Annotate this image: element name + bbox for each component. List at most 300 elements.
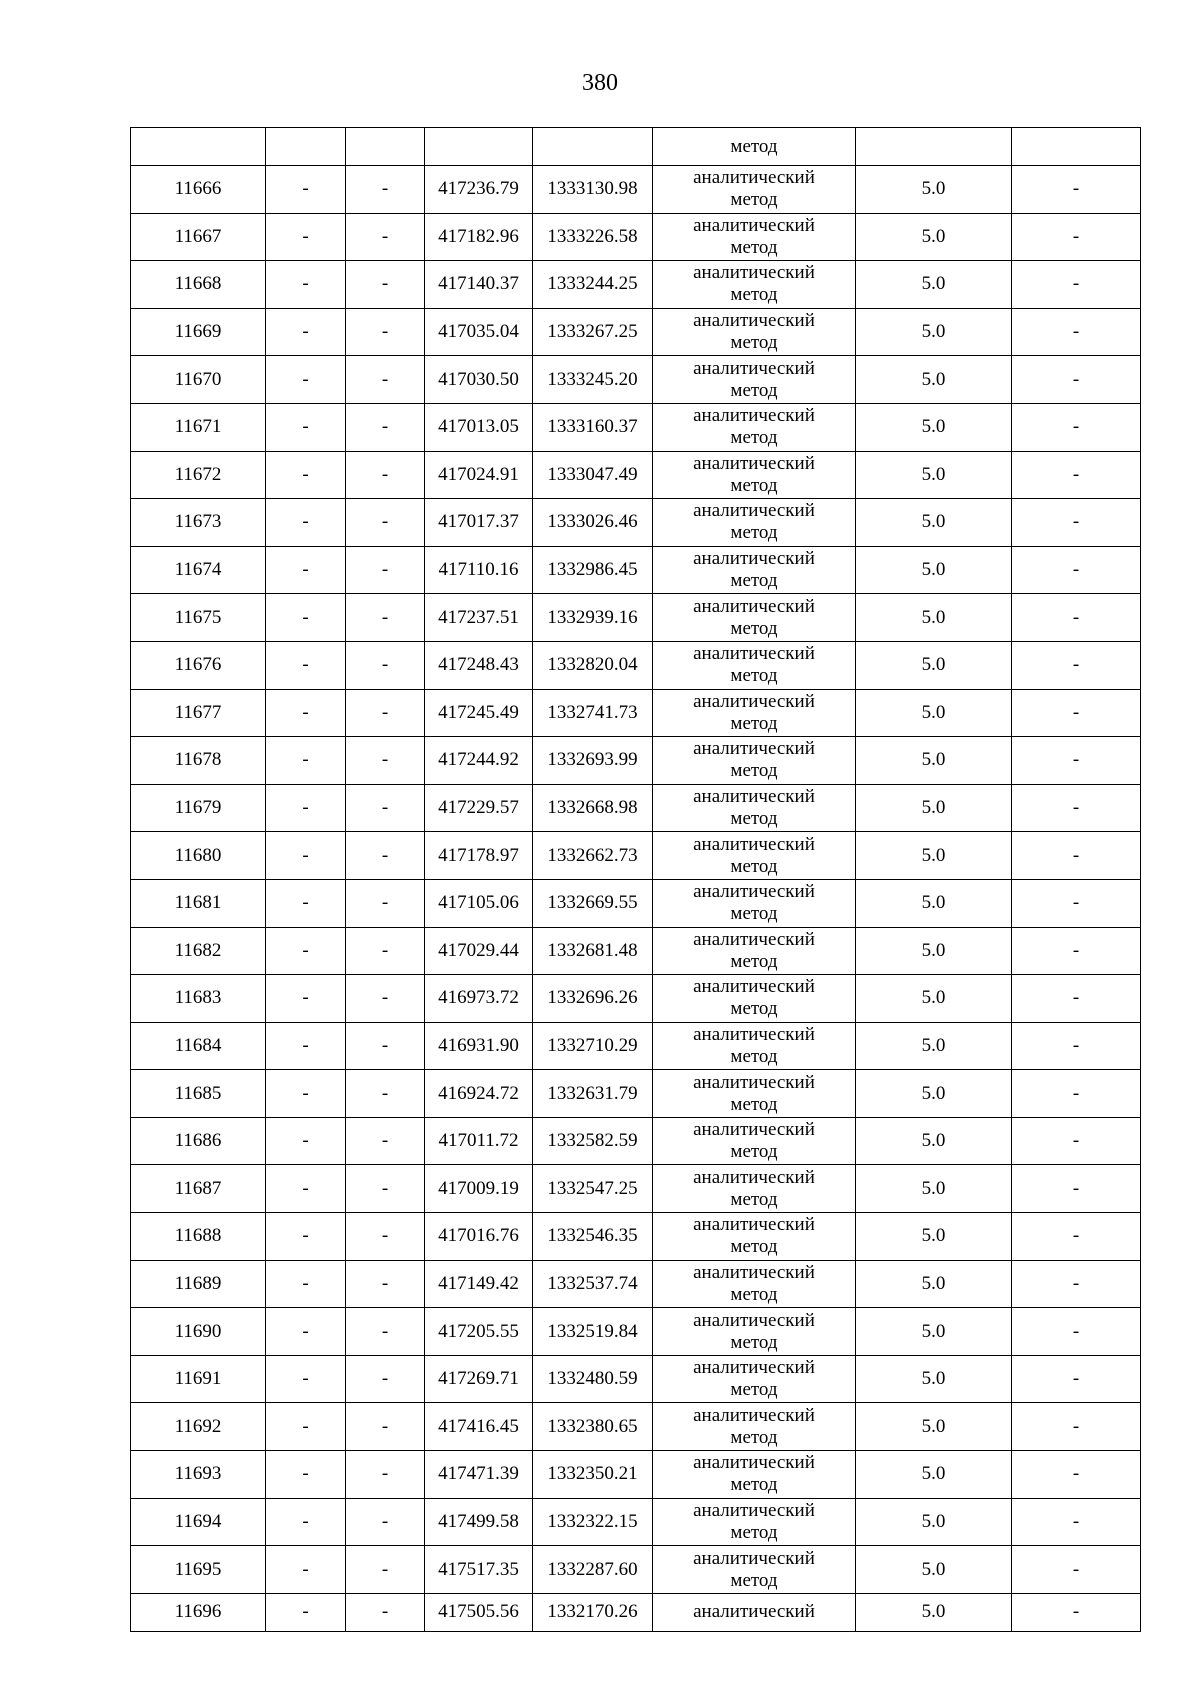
cell-x-coordinate: 417017.37 — [425, 499, 533, 547]
cell-method — [653, 499, 856, 547]
cell-y-coordinate: 1332986.45 — [533, 546, 653, 594]
cell-col3: - — [346, 1498, 425, 1546]
cell-x-coordinate: 417416.45 — [425, 1403, 533, 1451]
table-row — [131, 1070, 1141, 1118]
table-row — [131, 1213, 1141, 1261]
cell-empty — [266, 128, 346, 166]
cell-col8: - — [1012, 1022, 1141, 1070]
cell-col2: - — [266, 1117, 346, 1165]
cell-col2: - — [266, 1451, 346, 1499]
method-line-2: метод — [730, 1426, 778, 1448]
cell-col8: - — [1012, 499, 1141, 547]
cell-col2: - — [266, 737, 346, 785]
method-line-1: аналитический — [693, 167, 815, 189]
cell-x-coordinate: 417244.92 — [425, 737, 533, 785]
cell-method — [653, 451, 856, 499]
cell-x-coordinate: 417178.97 — [425, 832, 533, 880]
cell-method — [653, 546, 856, 594]
table-body — [131, 128, 1141, 1632]
method-line-1: аналитический — [693, 548, 815, 570]
method-line-2: метод — [730, 522, 778, 544]
cell-x-coordinate: 417269.71 — [425, 1355, 533, 1403]
cell-col8: - — [1012, 1117, 1141, 1165]
cell-point-number: 11690 — [131, 1308, 266, 1356]
cell-y-coordinate: 1332546.35 — [533, 1213, 653, 1261]
cell-empty — [346, 128, 425, 166]
cell-empty — [425, 128, 533, 166]
cell-accuracy: 5.0 — [856, 451, 1012, 499]
cell-col8: - — [1012, 1498, 1141, 1546]
cell-col3: - — [346, 1260, 425, 1308]
cell-col2: - — [266, 499, 346, 547]
cell-col2: - — [266, 1355, 346, 1403]
cell-col3: - — [346, 879, 425, 927]
table-row — [131, 1546, 1141, 1594]
method-line-1: аналитический — [693, 1547, 815, 1569]
cell-col3: - — [346, 166, 425, 214]
cell-point-number: 11685 — [131, 1070, 266, 1118]
cell-accuracy: 5.0 — [856, 1451, 1012, 1499]
cell-x-coordinate: 417236.79 — [425, 166, 533, 214]
method-line-1: аналитический — [693, 1071, 815, 1093]
method-line-2: метод — [730, 379, 778, 401]
cell-col2: - — [266, 784, 346, 832]
cell-method — [653, 1546, 856, 1594]
cell-accuracy: 5.0 — [856, 1546, 1012, 1594]
cell-y-coordinate: 1332547.25 — [533, 1165, 653, 1213]
cell-col3: - — [346, 403, 425, 451]
cell-accuracy: 5.0 — [856, 403, 1012, 451]
cell-y-coordinate: 1332741.73 — [533, 689, 653, 737]
cell-col8: - — [1012, 1355, 1141, 1403]
cell-method — [653, 594, 856, 642]
cell-col8: - — [1012, 1165, 1141, 1213]
table-row — [131, 1022, 1141, 1070]
cell-point-number: 11674 — [131, 546, 266, 594]
cell-method — [653, 1355, 856, 1403]
cell-accuracy: 5.0 — [856, 1070, 1012, 1118]
cell-col8: - — [1012, 261, 1141, 309]
method-line-1: аналитический — [693, 833, 815, 855]
method-line-2: метод — [730, 903, 778, 925]
cell-col2: - — [266, 879, 346, 927]
cell-point-number: 11687 — [131, 1165, 266, 1213]
cell-col2: - — [266, 689, 346, 737]
cell-x-coordinate: 417245.49 — [425, 689, 533, 737]
cell-col8: - — [1012, 641, 1141, 689]
cell-point-number: 11677 — [131, 689, 266, 737]
cell-col3: - — [346, 1308, 425, 1356]
cell-point-number: 11689 — [131, 1260, 266, 1308]
table-row — [131, 641, 1141, 689]
cell-y-coordinate: 1332380.65 — [533, 1403, 653, 1451]
cell-col2: - — [266, 1403, 346, 1451]
cell-y-coordinate: 1332710.29 — [533, 1022, 653, 1070]
cell-col8: - — [1012, 166, 1141, 214]
cell-y-coordinate: 1332480.59 — [533, 1355, 653, 1403]
cell-y-coordinate: 1332519.84 — [533, 1308, 653, 1356]
cell-x-coordinate: 417029.44 — [425, 927, 533, 975]
cell-accuracy: 5.0 — [856, 546, 1012, 594]
cell-col2: - — [266, 451, 346, 499]
cell-accuracy: 5.0 — [856, 1260, 1012, 1308]
cell-y-coordinate: 1332287.60 — [533, 1546, 653, 1594]
cell-point-number: 11673 — [131, 499, 266, 547]
method-line-2: метод — [730, 332, 778, 354]
table-row — [131, 784, 1141, 832]
method-line-1: аналитический — [693, 1404, 815, 1426]
method-line-1: аналитический — [693, 1023, 815, 1045]
coordinates-table — [130, 127, 1141, 1632]
cell-point-number: 11692 — [131, 1403, 266, 1451]
cell-y-coordinate: 1332170.26 — [533, 1593, 653, 1631]
cell-x-coordinate: 417505.56 — [425, 1593, 533, 1631]
cell-method — [653, 1213, 856, 1261]
method-line-2: метод — [730, 1283, 778, 1305]
cell-col2: - — [266, 1213, 346, 1261]
cell-accuracy: 5.0 — [856, 1498, 1012, 1546]
cell-point-number: 11670 — [131, 356, 266, 404]
table-row — [131, 594, 1141, 642]
cell-method — [653, 261, 856, 309]
cell-point-number: 11696 — [131, 1593, 266, 1631]
method-line-1: аналитический — [693, 928, 815, 950]
cell-col8: - — [1012, 975, 1141, 1023]
cell-col3: - — [346, 1593, 425, 1631]
method-line-2: метод — [730, 950, 778, 972]
cell-col2: - — [266, 1022, 346, 1070]
cell-point-number: 11675 — [131, 594, 266, 642]
method-line-2: метод — [730, 1093, 778, 1115]
cell-y-coordinate: 1332669.55 — [533, 879, 653, 927]
cell-accuracy: 5.0 — [856, 641, 1012, 689]
table-row — [131, 1260, 1141, 1308]
cell-method — [653, 213, 856, 261]
table-row — [131, 499, 1141, 547]
cell-y-coordinate: 1332696.26 — [533, 975, 653, 1023]
cell-accuracy: 5.0 — [856, 1117, 1012, 1165]
cell-x-coordinate: 417011.72 — [425, 1117, 533, 1165]
cell-method — [653, 1451, 856, 1499]
cell-col2: - — [266, 975, 346, 1023]
cell-col8: - — [1012, 451, 1141, 499]
table-row — [131, 403, 1141, 451]
method-line-1: аналитический — [693, 1214, 815, 1236]
cell-method — [653, 166, 856, 214]
cell-accuracy: 5.0 — [856, 832, 1012, 880]
cell-col3: - — [346, 213, 425, 261]
cell-col3: - — [346, 975, 425, 1023]
cell-accuracy: 5.0 — [856, 689, 1012, 737]
table-row — [131, 1165, 1141, 1213]
method-line-1: аналитический — [693, 881, 815, 903]
cell-y-coordinate: 1333130.98 — [533, 166, 653, 214]
cell-y-coordinate: 1332350.21 — [533, 1451, 653, 1499]
cell-y-coordinate: 1332693.99 — [533, 737, 653, 785]
method-line-2: метод — [730, 1045, 778, 1067]
cell-method: метод — [653, 128, 856, 166]
cell-col3: - — [346, 1117, 425, 1165]
cell-accuracy: 5.0 — [856, 879, 1012, 927]
cell-col2: - — [266, 1165, 346, 1213]
cell-accuracy: 5.0 — [856, 594, 1012, 642]
cell-x-coordinate: 417105.06 — [425, 879, 533, 927]
cell-col8: - — [1012, 1403, 1141, 1451]
cell-method — [653, 832, 856, 880]
cell-point-number: 11669 — [131, 308, 266, 356]
method-line-1: аналитический — [693, 310, 815, 332]
cell-col3: - — [346, 784, 425, 832]
table-row — [131, 213, 1141, 261]
cell-col8: - — [1012, 832, 1141, 880]
method-line-2: метод — [730, 427, 778, 449]
cell-col3: - — [346, 261, 425, 309]
cell-point-number: 11681 — [131, 879, 266, 927]
cell-col8: - — [1012, 1546, 1141, 1594]
cell-accuracy: 5.0 — [856, 499, 1012, 547]
cell-x-coordinate: 417499.58 — [425, 1498, 533, 1546]
cell-accuracy: 5.0 — [856, 1593, 1012, 1631]
cell-col8: - — [1012, 1308, 1141, 1356]
method-line-2: метод — [730, 1379, 778, 1401]
cell-method — [653, 641, 856, 689]
method-line-2: метод — [730, 665, 778, 687]
cell-point-number: 11672 — [131, 451, 266, 499]
cell-point-number: 11679 — [131, 784, 266, 832]
method-line-1: аналитический — [693, 1452, 815, 1474]
cell-y-coordinate: 1333244.25 — [533, 261, 653, 309]
method-line-2: метод — [730, 1188, 778, 1210]
cell-point-number: 11671 — [131, 403, 266, 451]
method-line-1: аналитический — [693, 595, 815, 617]
cell-accuracy: 5.0 — [856, 927, 1012, 975]
cell-x-coordinate: 416973.72 — [425, 975, 533, 1023]
method-line-1: аналитический — [693, 1357, 815, 1379]
cell-col2: - — [266, 356, 346, 404]
method-line-2: метод — [730, 189, 778, 211]
cell-x-coordinate: 417229.57 — [425, 784, 533, 832]
cell-point-number: 11694 — [131, 1498, 266, 1546]
method-line-2: метод — [730, 1236, 778, 1258]
method-line-2: метод — [730, 1474, 778, 1496]
method-line-2: метод — [730, 1331, 778, 1353]
cell-x-coordinate: 417016.76 — [425, 1213, 533, 1261]
table-row — [131, 1355, 1141, 1403]
cell-col3: - — [346, 1403, 425, 1451]
cell-col3: - — [346, 356, 425, 404]
cell-col3: - — [346, 594, 425, 642]
cell-col2: - — [266, 308, 346, 356]
method-line-1: аналитический — [693, 786, 815, 808]
cell-col3: - — [346, 737, 425, 785]
method-line-1: аналитический — [693, 1166, 815, 1188]
cell-x-coordinate: 417035.04 — [425, 308, 533, 356]
method-line-2: метод — [730, 855, 778, 877]
cell-col2: - — [266, 1546, 346, 1594]
cell-method — [653, 1022, 856, 1070]
cell-col8: - — [1012, 308, 1141, 356]
cell-col2: - — [266, 641, 346, 689]
cell-empty — [856, 128, 1012, 166]
method-line-1: аналитический — [693, 1499, 815, 1521]
cell-col3: - — [346, 451, 425, 499]
cell-accuracy: 5.0 — [856, 975, 1012, 1023]
method-line-1: аналитический — [693, 452, 815, 474]
method-line-1: аналитический — [693, 1119, 815, 1141]
method-line-1: аналитический — [693, 738, 815, 760]
cell-point-number: 11683 — [131, 975, 266, 1023]
method-line-2: метод — [730, 284, 778, 306]
cell-accuracy: 5.0 — [856, 1213, 1012, 1261]
cell-y-coordinate: 1332668.98 — [533, 784, 653, 832]
cell-empty — [533, 128, 653, 166]
cell-method — [653, 689, 856, 737]
table-row — [131, 166, 1141, 214]
cell-col8: - — [1012, 784, 1141, 832]
table-row — [131, 1498, 1141, 1546]
cell-col8: - — [1012, 594, 1141, 642]
cell-method — [653, 737, 856, 785]
cell-x-coordinate: 417013.05 — [425, 403, 533, 451]
cell-col3: - — [346, 1022, 425, 1070]
cell-y-coordinate: 1332631.79 — [533, 1070, 653, 1118]
cell-y-coordinate: 1333226.58 — [533, 213, 653, 261]
cell-col2: - — [266, 1498, 346, 1546]
method-line-1: аналитический — [693, 405, 815, 427]
cell-col8: - — [1012, 879, 1141, 927]
cell-accuracy: 5.0 — [856, 213, 1012, 261]
method-line-2: метод — [730, 712, 778, 734]
cell-accuracy: 5.0 — [856, 308, 1012, 356]
table-row — [131, 927, 1141, 975]
cell-col2: - — [266, 1070, 346, 1118]
cell-col8: - — [1012, 1451, 1141, 1499]
method-line-2: метод — [730, 236, 778, 258]
cell-y-coordinate: 1332582.59 — [533, 1117, 653, 1165]
table-row — [131, 308, 1141, 356]
cell-col3: - — [346, 927, 425, 975]
cell-accuracy: 5.0 — [856, 166, 1012, 214]
cell-method — [653, 1593, 856, 1631]
method-line-1: аналитический — [693, 1261, 815, 1283]
cell-y-coordinate: 1333047.49 — [533, 451, 653, 499]
method-line-2: метод — [730, 808, 778, 830]
cell-method — [653, 927, 856, 975]
table-row — [131, 1117, 1141, 1165]
cell-method — [653, 403, 856, 451]
cell-accuracy: 5.0 — [856, 784, 1012, 832]
cell-y-coordinate: 1333160.37 — [533, 403, 653, 451]
cell-method — [653, 1165, 856, 1213]
cell-col8: - — [1012, 213, 1141, 261]
cell-col2: - — [266, 1260, 346, 1308]
method-line-1: аналитический — [693, 357, 815, 379]
cell-col8: - — [1012, 356, 1141, 404]
method-line-1: аналитический — [693, 690, 815, 712]
method-line-2: метод — [730, 998, 778, 1020]
cell-x-coordinate: 417149.42 — [425, 1260, 533, 1308]
cell-point-number: 11666 — [131, 166, 266, 214]
table-row — [131, 1403, 1141, 1451]
cell-col8: - — [1012, 546, 1141, 594]
cell-col2: - — [266, 403, 346, 451]
method-line-1: аналитический — [693, 262, 815, 284]
cell-method — [653, 784, 856, 832]
cell-empty — [1012, 128, 1141, 166]
method-line-2: метод — [730, 570, 778, 592]
cell-x-coordinate: 417030.50 — [425, 356, 533, 404]
cell-col2: - — [266, 166, 346, 214]
method-line-1: аналитический — [693, 500, 815, 522]
cell-y-coordinate: 1332939.16 — [533, 594, 653, 642]
cell-empty — [131, 128, 266, 166]
cell-method — [653, 356, 856, 404]
cell-point-number: 11667 — [131, 213, 266, 261]
cell-col3: - — [346, 1070, 425, 1118]
cell-col2: - — [266, 213, 346, 261]
cell-col3: - — [346, 308, 425, 356]
cell-x-coordinate: 417110.16 — [425, 546, 533, 594]
method-line-2: метод — [730, 617, 778, 639]
method-line-2: метод — [730, 474, 778, 496]
cell-accuracy: 5.0 — [856, 1403, 1012, 1451]
cell-col3: - — [346, 641, 425, 689]
cell-method — [653, 1403, 856, 1451]
cell-col3: - — [346, 1213, 425, 1261]
cell-x-coordinate: 417205.55 — [425, 1308, 533, 1356]
cell-x-coordinate: 417237.51 — [425, 594, 533, 642]
cell-method — [653, 1260, 856, 1308]
cell-y-coordinate: 1333267.25 — [533, 308, 653, 356]
cell-method — [653, 1070, 856, 1118]
table-row — [131, 356, 1141, 404]
cell-method — [653, 1498, 856, 1546]
cell-col2: - — [266, 594, 346, 642]
table-row — [131, 975, 1141, 1023]
table-row — [131, 451, 1141, 499]
cell-col3: - — [346, 546, 425, 594]
cell-col3: - — [346, 1451, 425, 1499]
cell-method — [653, 975, 856, 1023]
cell-col3: - — [346, 1355, 425, 1403]
table-row — [131, 1593, 1141, 1631]
cell-method — [653, 1117, 856, 1165]
cell-accuracy: 5.0 — [856, 1355, 1012, 1403]
cell-y-coordinate: 1332662.73 — [533, 832, 653, 880]
method-line-2: метод — [730, 1569, 778, 1591]
cell-col8: - — [1012, 1070, 1141, 1118]
cell-point-number: 11668 — [131, 261, 266, 309]
cell-accuracy: 5.0 — [856, 737, 1012, 785]
method-line-1: аналитический — [693, 976, 815, 998]
table-row-continued — [131, 128, 1141, 166]
cell-point-number: 11688 — [131, 1213, 266, 1261]
cell-point-number: 11693 — [131, 1451, 266, 1499]
cell-x-coordinate: 416931.90 — [425, 1022, 533, 1070]
cell-col8: - — [1012, 1213, 1141, 1261]
cell-y-coordinate: 1333026.46 — [533, 499, 653, 547]
cell-accuracy: 5.0 — [856, 261, 1012, 309]
table-row — [131, 832, 1141, 880]
cell-col8: - — [1012, 403, 1141, 451]
cell-col3: - — [346, 1546, 425, 1594]
method-line-1: аналитический — [693, 1309, 815, 1331]
cell-accuracy: 5.0 — [856, 1165, 1012, 1213]
cell-col8: - — [1012, 1593, 1141, 1631]
cell-x-coordinate: 417517.35 — [425, 1546, 533, 1594]
cell-y-coordinate: 1333245.20 — [533, 356, 653, 404]
table-row — [131, 261, 1141, 309]
